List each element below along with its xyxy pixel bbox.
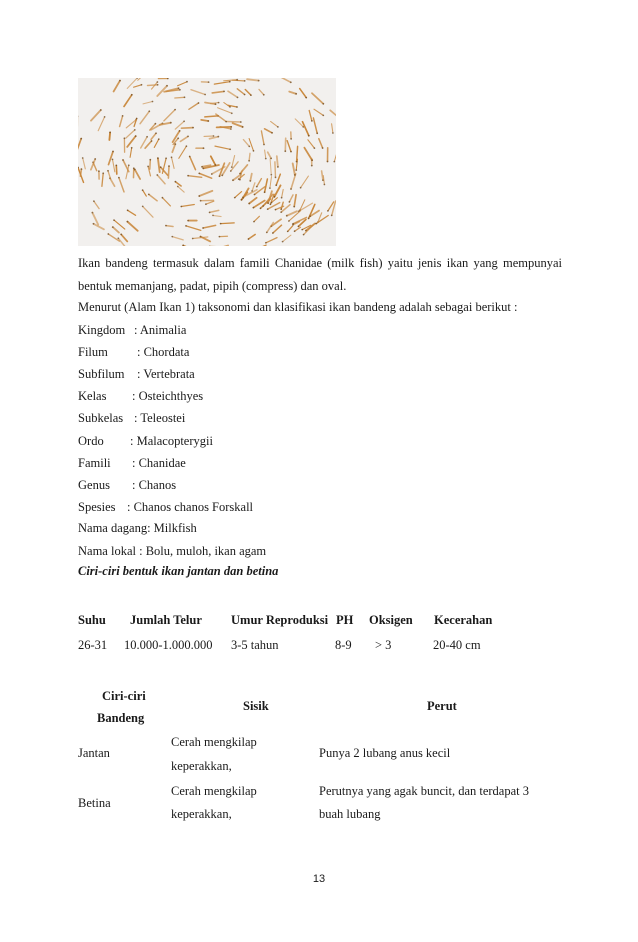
params-header-jumlah-telur: Jumlah Telur (130, 613, 202, 627)
traits-row-perut-jantan: Punya 2 lubang anus kecil (319, 746, 451, 760)
fish-fry-eye-mark (286, 215, 288, 217)
fish-fry-mark (168, 166, 169, 178)
fish-fry-mark (116, 165, 117, 174)
fish-fry-eye-mark (142, 206, 144, 208)
fish-fry-eye-mark (82, 157, 84, 159)
fish-fry-eye-mark (180, 206, 182, 208)
fish-fry-eye-mark (290, 81, 292, 83)
taxonomy-value-kelas: : Osteichthyes (132, 389, 204, 403)
fish-fry-eye-mark (186, 81, 188, 83)
fish-fry-eye-mark (239, 173, 241, 175)
page-number: 13 (312, 873, 326, 885)
fish-fry-eye-mark (112, 226, 114, 228)
fish-fry-eye-mark (128, 164, 130, 166)
fish-fry-eye-mark (198, 195, 200, 197)
fish-fry-eye-mark (192, 127, 194, 129)
params-header-umur-reproduksi: Umur Reproduksi (231, 613, 329, 627)
fish-fry-eye-mark (212, 215, 214, 217)
fish-fry-eye-mark (303, 234, 305, 236)
fish-fry-eye-mark (267, 208, 269, 210)
trade-name: Nama dagang: Milkfish (78, 521, 197, 535)
fish-fry-eye-mark (265, 158, 267, 160)
fish-fry-eye-mark (241, 199, 243, 201)
fish-fry-eye-mark (290, 188, 292, 190)
fish-fry-eye-mark (263, 144, 265, 146)
fish-fry-eye-mark (231, 166, 233, 168)
fish-fry-eye-mark (311, 120, 313, 122)
fish-fry-eye-mark (93, 223, 95, 225)
fish-fry-eye-mark (202, 227, 204, 229)
traits-header-ciri-ciri: Ciri-ciri (102, 689, 146, 703)
fish-fry-eye-mark (102, 172, 104, 174)
fish-fry-eye-mark (166, 85, 168, 87)
fish-fry-eye-mark (225, 121, 227, 123)
fish-fry-eye-mark (215, 103, 217, 105)
fish-fry-eye-mark (322, 103, 324, 105)
fish-fry-eye-mark (80, 138, 82, 140)
fish-fry-eye-mark (205, 203, 207, 205)
fish-fry-eye-mark (272, 232, 274, 234)
fish-fry-eye-mark (107, 233, 109, 235)
fish-fry-mark (297, 146, 298, 161)
fish-fry-eye-mark (189, 156, 191, 158)
fish-fry-eye-mark (300, 187, 302, 189)
taxonomy-label-subkelas: Subkelas (78, 411, 124, 425)
fish-fry-eye-mark (113, 219, 115, 221)
fish-fry-eye-mark (314, 147, 316, 149)
fish-fry-eye-mark (219, 175, 221, 177)
fish-fry-mark (221, 223, 235, 224)
fish-fry-eye-mark (327, 210, 329, 212)
fish-fry-mark (166, 226, 173, 227)
fish-fry-eye-mark (309, 215, 311, 217)
fish-fry-eye-mark (333, 161, 335, 163)
taxonomy-value-ordo: : Malacopterygii (130, 434, 213, 448)
fish-fry-eye-mark (168, 165, 170, 167)
taxonomy-label-genus: Genus (78, 478, 110, 492)
taxonomy-label-spesies: Spesies (78, 500, 116, 514)
fish-fry-eye-mark (244, 80, 246, 82)
traits-row-sisik-betina-2: keperakkan, (171, 807, 232, 821)
fish-fry-eye-mark (221, 174, 223, 176)
fish-fry-eye-mark (112, 151, 114, 153)
fish-fry-eye-mark (174, 143, 176, 145)
fish-fry-eye-mark (174, 109, 176, 111)
taxonomy-value-kingdom: : Animalia (134, 323, 187, 337)
fish-fry-eye-mark (183, 120, 185, 122)
fish-fry-eye-mark (134, 129, 136, 131)
fish-fry-eye-mark (223, 91, 225, 93)
fish-fry-eye-mark (112, 159, 114, 161)
fish-fry-eye-mark (322, 147, 324, 149)
fish-fry-eye-mark (98, 170, 100, 172)
fish-fry-eye-mark (250, 94, 252, 96)
fish-fry-eye-mark (131, 147, 133, 149)
fish-fry-eye-mark (301, 229, 303, 231)
fish-fry-eye-mark (185, 225, 187, 227)
fish-fry-eye-mark (249, 180, 251, 182)
fish-fry-eye-mark (294, 174, 296, 176)
fish-fry-eye-mark (148, 194, 150, 196)
fish-fry-eye-mark (211, 173, 213, 175)
fish-fry-eye-mark (122, 159, 124, 161)
fish-fry-eye-mark (131, 94, 133, 96)
params-cell-kecerahan: 20-40 cm (433, 638, 481, 652)
fish-fry-eye-mark (234, 197, 236, 199)
fish-fry-eye-mark (263, 94, 265, 96)
fish-fry-eye-mark (292, 223, 294, 225)
fish-fry-eye-mark (284, 150, 286, 152)
fish-fry-eye-mark (264, 191, 266, 193)
intro-line-2: bentuk memanjang, padat, pipih (compress) dan oval. (78, 279, 347, 293)
fish-fry-eye-mark (262, 205, 264, 207)
fish-fry-eye-mark (295, 169, 297, 171)
traits-row-sisik-jantan-2: keperakkan, (171, 759, 232, 773)
fish-fry-eye-mark (170, 122, 172, 124)
fish-fry-mark (109, 132, 110, 140)
fish-fry-eye-mark (253, 150, 255, 152)
traits-header-sisik: Sisik (243, 699, 269, 713)
fish-fry-eye-mark (124, 137, 126, 139)
fish-fry-eye-mark (208, 81, 210, 83)
fish-fry-eye-mark (117, 237, 119, 239)
fish-fry-eye-mark (204, 94, 206, 96)
fish-fry-eye-mark (266, 232, 268, 234)
fish-fry-mark (275, 162, 276, 178)
taxonomy-value-spesies: : Chanos chanos Forskall (127, 500, 254, 514)
fish-fry-eye-mark (324, 184, 326, 186)
fish-fry-eye-mark (332, 132, 334, 134)
intro-line-1: Ikan bandeng termasuk dalam famili Chanidae (milk fish) yaitu jenis ikan yang mempunyai (78, 256, 562, 270)
fish-fry-eye-mark (230, 126, 232, 128)
fish-fry-eye-mark (260, 207, 262, 209)
fish-fry-eye-mark (316, 132, 318, 134)
fish-fry-eye-mark (218, 102, 220, 104)
fish-fry-eye-mark (282, 241, 284, 243)
fish-fry-eye-mark (295, 93, 297, 95)
fish-fry-eye-mark (308, 135, 310, 137)
fish-fry-eye-mark (175, 181, 177, 183)
fish-fry-eye-mark (135, 135, 137, 137)
fish-fry-eye-mark (298, 226, 300, 228)
fish-fry-eye-mark (179, 130, 181, 132)
fish-fry-eye-mark (100, 109, 102, 111)
params-cell-jumlah-telur: 10.000-1.000.000 (124, 638, 213, 652)
params-cell-oksigen: > 3 (375, 638, 392, 652)
fish-fry-eye-mark (322, 115, 324, 117)
fish-fry-eye-mark (207, 120, 209, 122)
fish-fry-mark (249, 153, 250, 161)
fish-fry-eye-mark (198, 173, 200, 175)
fish-fry-eye-mark (253, 221, 255, 223)
intro-line-3: Menurut (Alam Ikan 1) taksonomi dan klasifikasi ikan bandeng adalah sebagai berikut : (78, 300, 518, 314)
fish-fry-eye-mark (122, 115, 124, 117)
fish-fry-eye-mark (148, 110, 150, 112)
fish-fry-eye-mark (171, 236, 173, 238)
fish-fry-eye-mark (265, 242, 267, 244)
fish-fry-eye-mark (277, 126, 279, 128)
fish-fry-eye-mark (294, 230, 296, 232)
fish-fry-eye-mark (200, 200, 202, 202)
fish-fry-eye-mark (289, 201, 291, 203)
fish-fry-eye-mark (270, 158, 272, 160)
fish-fry-eye-mark (165, 225, 167, 227)
fish-fry-mark (150, 160, 151, 170)
fish-fry-eye-mark (280, 208, 282, 210)
fish-fry-mark (277, 156, 278, 167)
fish-fry-eye-mark (217, 136, 219, 138)
fish-fry-eye-mark (229, 81, 231, 83)
fish-fry-eye-mark (202, 168, 204, 170)
fish-fry-eye-mark (277, 166, 279, 168)
fish-fry-eye-mark (275, 177, 277, 179)
fish-fry-eye-mark (209, 212, 211, 214)
fish-fry-eye-mark (242, 126, 244, 128)
fish-fry-eye-mark (171, 156, 173, 158)
fish-fry-eye-mark (215, 164, 217, 166)
fish-fry-eye-mark (178, 87, 180, 89)
traits-row-perut-betina-2: buah lubang (319, 807, 381, 821)
fish-fry-eye-mark (165, 157, 167, 159)
fish-fry-eye-mark (155, 123, 157, 125)
fish-fry-mark (175, 97, 185, 98)
fish-fry-eye-mark (157, 157, 159, 159)
fish-fry-eye-mark (186, 145, 188, 147)
params-cell-suhu: 26-31 (78, 638, 108, 652)
fish-fry-eye-mark (156, 174, 158, 176)
fish-fry-eye-mark (115, 165, 117, 167)
fish-fry-eye-mark (290, 151, 292, 153)
fish-fry-eye-mark (146, 136, 148, 138)
fish-fry-eye-mark (293, 206, 295, 208)
fish-fry-eye-mark (81, 168, 83, 170)
fish-fry-mark (182, 128, 194, 129)
fish-fry-eye-mark (267, 202, 269, 204)
fish-fry-eye-mark (271, 202, 273, 204)
fish-fry-eye-mark (198, 102, 200, 104)
taxonomy-label-ordo: Ordo (78, 434, 104, 448)
fish-fry-eye-mark (311, 159, 313, 161)
fish-fry-eye-mark (162, 197, 164, 199)
fish-fry-eye-mark (232, 179, 234, 181)
fish-fry-eye-mark (237, 97, 239, 99)
params-header-suhu: Suhu (78, 613, 106, 627)
fish-fry-eye-mark (141, 84, 143, 86)
fish-fry-eye-mark (230, 128, 232, 130)
fish-fry-eye-mark (136, 118, 138, 120)
fish-fry-eye-mark (327, 161, 329, 163)
fish-fry-eye-mark (109, 132, 111, 134)
fish-fry-eye-mark (248, 160, 250, 162)
fish-fry-eye-mark (275, 184, 277, 186)
fish-fry-eye-mark (269, 187, 271, 189)
params-header-oksigen: Oksigen (369, 613, 413, 627)
fish-fry-eye-mark (248, 146, 250, 148)
fish-fry-eye-mark (104, 116, 106, 118)
traits-row-perut-betina-1: Perutnya yang agak buncit, dan terdapat 3 (319, 784, 529, 798)
fish-fry-eye-mark (134, 169, 136, 171)
fish-fry-eye-mark (177, 137, 179, 139)
fish-fry-eye-mark (187, 136, 189, 138)
fish-fry-eye-mark (155, 132, 157, 134)
fish-fry-eye-mark (119, 80, 121, 82)
fish-fry-eye-mark (192, 238, 194, 240)
fish-fry-mark (148, 85, 158, 86)
fish-fry-eye-mark (275, 209, 277, 211)
fish-fry-eye-mark (120, 234, 122, 236)
fish-fry-eye-mark (201, 166, 203, 168)
fish-fry-eye-mark (248, 238, 250, 240)
fish-fry-eye-mark (94, 158, 96, 160)
taxonomy-value-famili: : Chanidae (132, 456, 186, 470)
taxonomy-label-filum: Filum (78, 345, 108, 359)
fish-fry-eye-mark (187, 175, 189, 177)
fish-fry-eye-mark (305, 97, 307, 99)
fish-fry-eye-mark (287, 231, 289, 233)
fish-fry-eye-mark (92, 212, 94, 214)
fish-fry-eye-mark (280, 211, 282, 213)
fish-fry-eye-mark (179, 89, 181, 91)
fish-fry-eye-mark (258, 80, 260, 82)
taxonomy-label-kelas: Kelas (78, 389, 107, 403)
traits-row-sisik-betina-1: Cerah mengkilap (171, 784, 257, 798)
fish-fry-eye-mark (187, 220, 189, 222)
fish-fry-eye-mark (308, 218, 310, 220)
fish-fry-eye-mark (270, 174, 272, 176)
fish-fry-eye-mark (230, 170, 232, 172)
fish-fry-eye-mark (147, 166, 149, 168)
params-cell-ph: 8-9 (335, 638, 352, 652)
fish-fry-eye-mark (256, 186, 258, 188)
traits-row-sisik-jantan-1: Cerah mengkilap (171, 735, 257, 749)
fish-fry-eye-mark (248, 203, 250, 205)
fish-fry-eye-mark (219, 236, 221, 238)
taxonomy-label-famili: Famili (78, 456, 111, 470)
fish-fry-eye-mark (296, 161, 298, 163)
taxonomy-label-kingdom: Kingdom (78, 323, 126, 337)
fish-fry-eye-mark (177, 186, 179, 188)
fish-fry-eye-mark (240, 121, 242, 123)
fish-fry-eye-mark (254, 194, 256, 196)
traits-header-perut: Perut (427, 699, 457, 713)
fish-fry-eye-mark (331, 215, 333, 217)
taxonomy-label-subfilum: Subfilum (78, 367, 125, 381)
taxonomy-value-genus: : Chanos (132, 478, 177, 492)
fish-fry-eye-mark (107, 170, 109, 172)
fish-fry-eye-mark (315, 223, 317, 225)
fish-fry-eye-mark (203, 147, 205, 149)
fish-fry-eye-mark (157, 84, 159, 86)
fish-fry-eye-mark (231, 112, 233, 114)
fish-fry-eye-mark (244, 94, 246, 96)
fish-fry-mark (201, 120, 208, 121)
fish-fry-eye-mark (229, 148, 231, 150)
traits-header-bandeng: Bandeng (97, 711, 145, 725)
fish-fry-eye-mark (281, 197, 283, 199)
fish-fry-eye-mark (229, 106, 231, 108)
fish-fry-eye-mark (127, 209, 129, 211)
fish-fry-eye-mark (93, 200, 95, 202)
fish-fry-eye-mark (151, 140, 153, 142)
params-cell-umur-reproduksi: 3-5 tahun (231, 638, 279, 652)
fish-fry-eye-mark (184, 96, 186, 98)
fish-fry-eye-mark (236, 106, 238, 108)
fish-fry-eye-mark (213, 135, 215, 137)
fish-fry-eye-mark (142, 189, 144, 191)
fish-fry-eye-mark (270, 203, 272, 205)
fish-fry-eye-mark (220, 223, 222, 225)
traits-row-name-jantan: Jantan (78, 746, 110, 760)
fish-fry-eye-mark (311, 165, 313, 167)
fish-fry-eye-mark (288, 220, 290, 222)
fish-fry-eye-mark (149, 159, 151, 161)
taxonomy-value-subkelas: : Teleostei (134, 411, 186, 425)
fish-fry-eye-mark (158, 138, 160, 140)
fish-fry-mark (205, 116, 218, 117)
fish-fry-eye-mark (290, 138, 292, 140)
milkfish-fry-photo (78, 78, 336, 246)
fish-fry-eye-mark (127, 221, 129, 223)
fish-fry-mark (227, 122, 241, 123)
params-header-ph: PH (336, 613, 354, 627)
fish-fry-eye-mark (238, 178, 240, 180)
fish-fry-eye-mark (253, 207, 255, 209)
fish-fry-eye-mark (157, 81, 159, 83)
taxonomy-value-filum: : Chordata (137, 345, 190, 359)
section-title: Ciri-ciri bentuk ikan jantan dan betina (78, 564, 279, 578)
fish-fry-eye-mark (236, 79, 238, 81)
fish-fry-eye-mark (118, 177, 120, 179)
params-header-kecerahan: Kecerahan (434, 613, 493, 627)
fish-fry-mark (80, 169, 81, 176)
traits-row-name-betina: Betina (78, 796, 111, 810)
fish-fry-eye-mark (242, 197, 244, 199)
taxonomy-value-subfilum: : Vertebrata (137, 367, 195, 381)
fish-fry-eye-mark (271, 132, 273, 134)
fish-fry-eye-mark (152, 101, 154, 103)
local-name: Nama lokal : Bolu, muloh, ikan agam (78, 544, 267, 558)
